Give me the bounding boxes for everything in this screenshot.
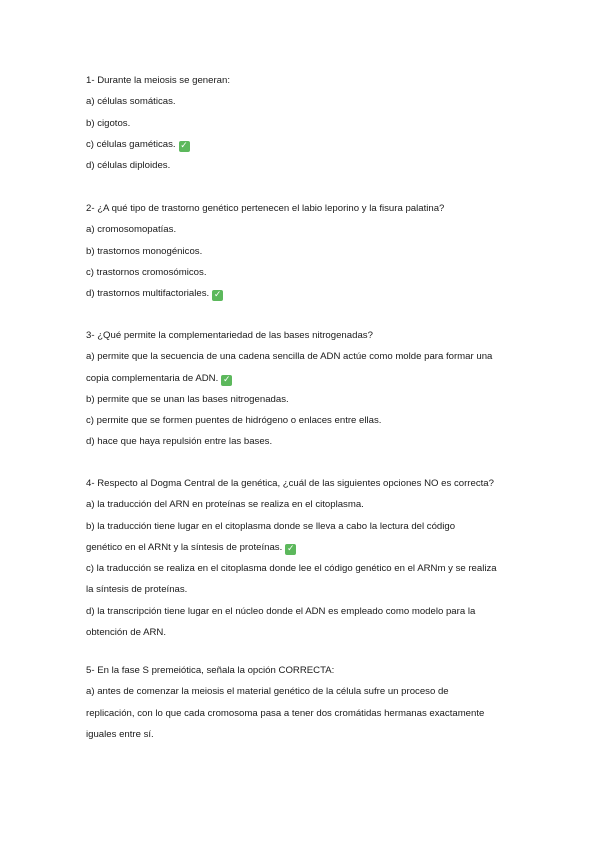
option-b-line-1: b) la traducción tiene lugar en el citoplasma donde se lleva a cabo la lectura del código: [86, 520, 456, 532]
option-d: d) hace que haya repulsión entre las bases.: [86, 436, 273, 448]
option-c: c) permite que se formen puentes de hidrógeno o enlaces entre ellas.: [86, 415, 382, 427]
option-a-line-2: replicación, con lo que cada cromosoma pasa a tener dos cromátidas hermanas exactamente: [86, 707, 485, 719]
question-2: [86, 198, 526, 304]
option-b: b) trastornos monogénicos.: [86, 245, 203, 257]
option-d: d) células diploides.: [86, 160, 171, 172]
check-mark-icon: ✓: [213, 290, 222, 301]
question-title: 2- ¿A qué tipo de trastorno genético pertenecen el labio leporino y la fisura palatina?: [86, 203, 445, 214]
question-title: 4- Respecto al Dogma Central de la genética, ¿cuál de las siguientes opciones NO es correcta?: [86, 478, 494, 489]
option-text: copia complementaria de ADN.: [86, 372, 219, 384]
check-mark-icon: ✓: [222, 374, 231, 385]
option-c-line-1: c) la traducción se realiza en el citoplasma donde lee el código genético en el ARNm y se realiza: [86, 563, 497, 575]
option-c: c) trastornos cromosómicos.: [86, 266, 207, 278]
option-a: a) la traducción del ARN en proteínas se realiza en el citoplasma.: [86, 499, 364, 511]
option-c: [86, 134, 526, 155]
option-a-line-1: a) permite que la secuencia de una cadena sencilla de ADN actúe como molde para formar una: [86, 351, 493, 363]
option-b: b) cigotos.: [86, 117, 131, 129]
option-a: a) cromosomopatías.: [86, 224, 177, 236]
check-mark-icon: ✓: [180, 140, 188, 151]
question-5: [86, 660, 526, 745]
option-d-line-1: d) la transcripción tiene lugar en el núcleo donde el ADN es empleado como modelo para la: [86, 605, 476, 617]
question-3: [86, 325, 526, 453]
option-b-line-2: [86, 537, 526, 558]
option-text: d) trastornos multifactoriales.: [86, 288, 210, 300]
option-d-line-2: obtención de ARN.: [86, 627, 167, 639]
question-title: 1- Durante la meiosis se generan:: [86, 75, 230, 86]
option-c-line-2: la síntesis de proteínas.: [86, 584, 188, 596]
question-4: [86, 473, 526, 643]
option-a-line-2: [86, 368, 526, 389]
option-b: b) permite que se unan las bases nitrogenadas.: [86, 393, 289, 405]
question-1: [86, 70, 526, 176]
option-a-line-1: a) antes de comenzar la meiosis el material genético de la célula sufre un proceso de: [86, 686, 449, 698]
check-mark-icon: ✓: [286, 543, 295, 554]
question-title: 5- En la fase S premeiótica, señala la opción CORRECTA:: [86, 665, 335, 676]
option-text: c) células gaméticas.: [86, 138, 176, 150]
option-a-line-3: iguales entre sí.: [86, 728, 154, 740]
option-text: genético en el ARNt y la síntesis de proteínas.: [86, 541, 283, 553]
question-title: 3- ¿Qué permite la complementariedad de las bases nitrogenadas?: [86, 330, 373, 341]
option-d: [86, 283, 526, 304]
option-a: a) células somáticas.: [86, 96, 176, 108]
